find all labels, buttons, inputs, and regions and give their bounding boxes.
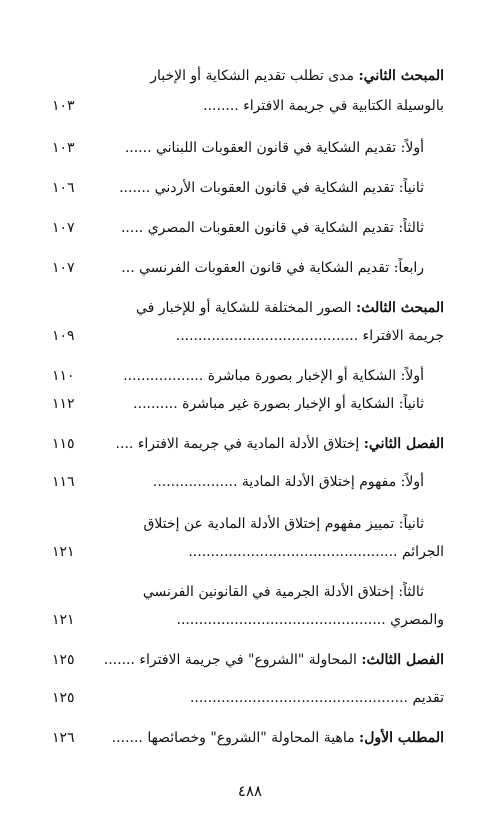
page-ref: ١٠٣ xyxy=(52,98,75,114)
toc-heading-line xyxy=(52,582,424,602)
entry-title: ماهية المحاولة "الشروع" وخصائصها xyxy=(147,730,360,746)
page-ref: ١٢٥ xyxy=(52,690,75,706)
leader-dots: ............................................... xyxy=(176,612,386,628)
toc-heading-line xyxy=(52,514,424,534)
toc-entry xyxy=(52,258,424,278)
leader-dots: ............................................... xyxy=(188,544,398,560)
toc-entry xyxy=(52,650,444,670)
page-ref: ١١٢ xyxy=(52,396,75,412)
entry-title: أولاً: تقديم الشكاية في قانون العقوبات اللبناني xyxy=(155,140,424,156)
entry-title: الصور المختلفة للشكاية أو للإخبار في xyxy=(135,300,357,316)
toc-entry xyxy=(52,610,444,630)
page-ref: ١٢٥ xyxy=(52,652,75,668)
entry-title: أولاً: مفهوم إختلاق الأدلة المادية xyxy=(241,474,424,490)
page-number: ٤٨٨ xyxy=(237,782,263,800)
entry-title: ثانياً: تمييز مفهوم إختلاق الأدلة المادية عن إختلاق xyxy=(143,516,424,532)
page-ref: ١٢١ xyxy=(52,544,75,560)
entry-title-cont: جريمة الافتراء xyxy=(362,328,444,344)
toc-entry xyxy=(52,96,444,116)
entry-title: رابعاً: تقديم الشكاية في قانون العقوبات الفرنسي xyxy=(139,260,424,276)
section-label: المبحث الثالث: xyxy=(356,300,444,316)
entry-title: مدى تطلب تقديم الشكاية أو الإخبار xyxy=(150,68,359,84)
leader-dots: ....... xyxy=(111,730,143,746)
page-ref: ١١٥ xyxy=(52,436,75,452)
toc-entry xyxy=(52,472,424,492)
page-ref: ١٢٦ xyxy=(52,730,75,746)
page-ref: ١٢١ xyxy=(52,612,75,628)
toc-entry xyxy=(52,394,424,414)
entry-title: المحاولة "الشروع" في جريمة الافتراء xyxy=(139,652,362,668)
toc-entry xyxy=(52,434,444,454)
entry-title-cont: بالوسيلة الكتابية في جريمة الافتراء xyxy=(243,98,444,114)
toc-entry xyxy=(52,542,444,562)
toc-entry xyxy=(52,326,444,346)
page-ref: ١٠٧ xyxy=(52,220,75,236)
entry-title: ثالثاً: تقديم الشكاية في قانون العقوبات المصري xyxy=(147,220,424,236)
section-label: المبحث الثاني: xyxy=(358,68,444,84)
entry-title: ثالثاً: إختلاق الأدلة الجرمية في القانونين الفرنسي xyxy=(142,584,424,600)
leader-dots: ....... xyxy=(103,652,135,668)
toc-heading-line xyxy=(52,298,444,318)
leader-dots: .................. xyxy=(123,368,204,384)
leader-dots: .... xyxy=(115,436,134,452)
leader-dots: ......................................... xyxy=(175,328,359,344)
toc-entry xyxy=(52,138,424,158)
page-ref: ١٠٧ xyxy=(52,260,75,276)
leader-dots: ........ xyxy=(203,98,239,114)
leader-dots: ...... xyxy=(124,140,152,156)
entry-title: ثانياً: الشكاية أو الإخبار بصورة غير مباشرة xyxy=(182,396,424,412)
toc-entry xyxy=(52,688,444,708)
leader-dots: ....... xyxy=(119,180,151,196)
toc-entry xyxy=(52,178,424,198)
entry-title: ثانياً: تقديم الشكاية في قانون العقوبات الأردني xyxy=(154,180,424,196)
page-ref: ١٠٣ xyxy=(52,140,75,156)
toc-entry xyxy=(52,728,444,748)
page-ref: ١١٠ xyxy=(52,368,75,384)
leader-dots: ................... xyxy=(152,474,238,490)
entry-title-cont: والمصري xyxy=(390,612,444,628)
page-ref: ١١٦ xyxy=(52,474,75,490)
section-label: الفصل الثالث: xyxy=(361,652,444,668)
toc-heading-line xyxy=(52,66,444,86)
entry-title: تقديم xyxy=(412,690,444,706)
entry-title: إختلاق الأدلة المادية في جريمة الافتراء xyxy=(137,436,364,452)
section-label: المطلب الأول: xyxy=(359,730,444,746)
leader-dots: .......... xyxy=(133,396,178,412)
leader-dots: ..... xyxy=(120,220,144,236)
page-ref: ١٠٩ xyxy=(52,328,75,344)
entry-title-cont: الجرائم xyxy=(401,544,444,560)
toc-entry xyxy=(52,366,424,386)
leader-dots: ................................................. xyxy=(189,690,408,706)
toc-entry xyxy=(52,218,424,238)
page-ref: ١٠٦ xyxy=(52,180,75,196)
entry-title: أولاً: الشكاية أو الإخبار بصورة مباشرة xyxy=(207,368,424,384)
section-label: الفصل الثاني: xyxy=(363,436,444,452)
leader-dots: ... xyxy=(121,260,135,276)
